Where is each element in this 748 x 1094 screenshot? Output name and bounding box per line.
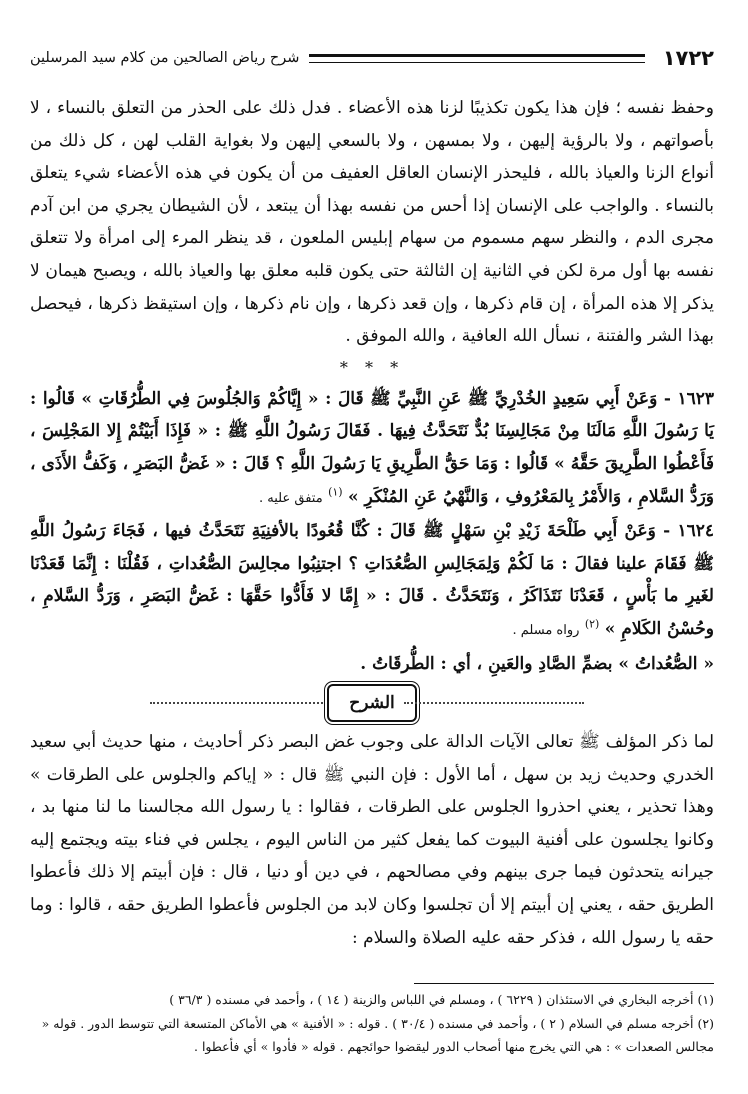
hadith-1624-source: رواه مسلم . [512,622,580,638]
sharh-paragraph: لما ذكر المؤلف ﷺ تعالى الآيات الدالة على وجوب غض البصر ذكر أحاديث ، منها حديث أبي سعيد الخدري وحديث زيد بن سهل ، أما الأول : فإن النبي ﷺ قال : « إياكم والجلوس على الطرقات » وهذا تحذير ، يعني احذروا الجلوس على الطرقات ، فقالوا : يا رسول الله مجالسنا ما لنا منها بد ، وكانوا يجلسون على أفنية البيوت كما يفعل كثير من الناس اليوم ، يجلس في فناء بيته ويجتمع إليه جيرانه يتحدثون فيما جرى بينهم وفي مصالحهم ، في دين أو دنيا ، قال : فإن أبيتم إلا ذلك فأعطوا الطريق حقه ، يعني إن أبيتم إلا أن تجلسوا وكان لابد من الجلوس فأعطوا الطريق حقه ، قالوا : وما حقه يا رسول الله ، فذكر حقه عليه الصلاة والسلام : [30,732,714,948]
hadith-1623-text: ١٦٢٣ - وَعَنْ أَبِي سَعِيدٍ الخُدْرِيِّ ﷺ عَنِ النَّبِيِّ ﷺ قَالَ : « إِيَّاكُمْ وَالجُلُوسَ فِي الطُّرُقَاتِ » قَالُوا : يَا رَسُولَ اللَّهِ مَالَنَا مِنْ مَجَالِسِنَا بُدٌّ نَتَحَدَّثُ فِيهَا . فَقَالَ رَسُولُ اللَّهِ ﷺ : « فَإِذَا أَبَيْتُمْ إِلا المَجْلِسَ ، فَأَعْطُوا الطَّرِيقَ حَقَّهُ » قَالُوا : وَمَا حَقُّ الطَّرِيقِ يَا رَسُولَ اللَّهِ ؟ قَالَ : « غَضُّ البَصَرِ ، وَكَفُّ الأَذَى ، وَرَدُّ السَّلامِ ، وَالأَمْرُ بِالمَعْرُوفِ ، وَالنَّهْيُ عَنِ المُنْكَرِ » [30,388,714,507]
footnote-ref-1[interactable]: (١) [328,484,343,498]
header-rule [309,54,644,63]
footnote-ref-2[interactable]: (٢) [584,617,600,631]
sharh-heading [30,684,714,722]
intro-paragraph: وحفظ نفسه ؛ فإن هذا يكون تكذيبًا لزنا هذه الأعضاء . فدل ذلك على الحذر من التعلق بالنساء ، لا بأصواتهم ، ولا بالرؤية إليهن ، ولا بمسهن ، ولا بالسعي إليهن ولا بغواية القلب لهن ، كل ذلك من أنواع الزنا والعياذ بالله ، فليحذر الإنسان العاقل العفيف من أن يكون في هذه الأعضاء شيء يتعلق بالنساء . والواجب على الإنسان إذا أحس من نفسه بهذا أن يبتعد ، لأن الشيطان يجري من ابن آدم مجرى الدم ، والنظر سهم مسموم من سهام إبليس الملعون ، قد ينظر المرء إلى امرأة ولا تتعلق نفسه بها أول مرة لكن في الثانية إن الثالثة حتى يكون قلبه معلق بها والعياذ بالله ، ويصبح هيمان لا يذكر إلا هذه المرأة ، إن قام ذكرها ، وإن قعد ذكرها ، وإن نام ذكرها ، وإن استيقظ ذكرها ، فيحصل بهذا الشر والفتنة ، نسأل الله العافية ، والله الموفق . [30,98,714,347]
footnote-1: (١) أخرجه البخاري في الاستئذان ( ٦٢٢٩ ) ، ومسلم في اللباس والزينة ( ١٤ ) ، وأحمد في مسنده ( ٣٦/٣ ) [169,992,714,1007]
running-title: شرح رياض الصالحين من كلام سيد المرسلين [30,50,300,66]
hadith-1624-text: ١٦٢٤ - وَعَنْ أَبِي طَلْحَةَ زَيْدِ بْنِ سَهْلٍ ﷺ قَالَ : كُنَّا قُعُودًا بالأفنِيَةِ نَتَحَدَّثُ فيها ، فَجَاءَ رَسُولُ اللَّهِ ﷺ فَقَامَ علينا فقالَ : مَا لَكُمْ وَلِمَجَالِسِ الصُّعُدَاتِ ؟ اجتنِبُوا مجالِسَ الصُّعُداتِ ، فَقُلْنَا : إِنَّمَا قَعَدْنَا لغَيرِ ما بَأْسٍ ، قَعَدْنَا نَتَذَاكَرُ ، وَنَتَحَدَّثُ . قَالَ : « إِمَّا لا فَأَدُّوا حَقَّهَا : غَضُّ البَصَرِ ، وَرَدُّ السَّلامِ ، وحُسْنُ الكَلامِ » [30,521,714,639]
ornament-line-right [404,702,584,704]
footnote-rule [414,983,714,984]
gloss-line: « الصُّعُداتُ » بضمِّ الصَّادِ والعَينِ ، أي : الطُّرقَاتُ . [360,653,714,674]
footnotes [30,983,714,1059]
footnote-2: (٢) أخرجه مسلم في السلام ( ٢ ) ، وأحمد في مسنده ( ٣٠/٤ ) . قوله : « الأفنية » هي الأماكن المتسعة التي تتوسط الدور . قوله « مجالس الصعدات » : هي التي يخرج منها أصحاب الدور ليقضوا حوائجهم . قوله « فأدوا » أي فأعطوا . [41,1015,714,1054]
page-header [30,38,714,78]
page-number: ١٧٢٢ [662,46,714,70]
section-separator: * * * [339,357,405,377]
page-body [30,92,714,954]
hadith-1623 [30,383,714,515]
sharh-title: الشرح [327,684,416,723]
ornament-line-left [150,702,330,704]
hadith-1623-source: متفق عليه . [259,490,323,506]
hadith-1624 [30,515,714,647]
